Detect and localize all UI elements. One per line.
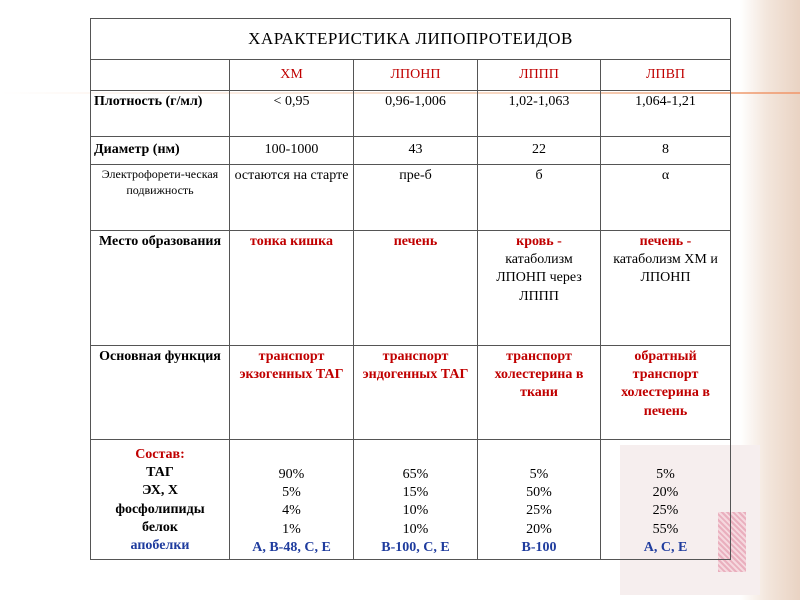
cell-pct: 65% bbox=[402, 467, 429, 482]
cell: транспорт холестерина в ткани bbox=[478, 346, 601, 440]
cell-pct: 20% bbox=[652, 485, 679, 501]
table-row bbox=[91, 137, 731, 165]
cell: 1,064-1,21 bbox=[601, 91, 731, 137]
cell: остаются на старте bbox=[230, 165, 354, 231]
cell bbox=[354, 231, 478, 346]
cell-pct: 5% bbox=[282, 485, 301, 501]
cell-pct: 20% bbox=[526, 521, 552, 537]
header-empty bbox=[91, 60, 230, 91]
cell-apo: B-100 bbox=[521, 539, 557, 555]
cell-apo: B-100, C, E bbox=[381, 539, 450, 555]
composition-label: фосфолипиды bbox=[115, 501, 205, 517]
cell: транспорт экзогенных ТАГ bbox=[230, 346, 354, 440]
cell-pct: 1% bbox=[282, 521, 301, 537]
row-label-function: Основная функция bbox=[91, 346, 230, 440]
row-label-formation: Место образования bbox=[91, 231, 230, 346]
row-label-composition bbox=[91, 440, 230, 560]
composition-label: белок bbox=[142, 519, 178, 535]
cell: 43 bbox=[354, 137, 478, 165]
cell-red: тонка кишка bbox=[250, 234, 333, 249]
cell-black: катаболизм ЛПОНП через ЛППП bbox=[496, 252, 582, 304]
cell-pct: 15% bbox=[402, 485, 429, 501]
cell: 22 bbox=[478, 137, 601, 165]
row-label-mobility: Электрофорети-ческая подвижность bbox=[91, 165, 230, 231]
cell-pct: 90% bbox=[278, 467, 305, 482]
cell: 100-1000 bbox=[230, 137, 354, 165]
col-header-hm: ХМ bbox=[230, 60, 354, 91]
cell: α bbox=[601, 165, 731, 231]
cell: транспорт эндогенных ТАГ bbox=[354, 346, 478, 440]
cell: обратный транспорт холестерина в печень bbox=[601, 346, 731, 440]
cell-pct: 25% bbox=[652, 503, 679, 519]
cell-red: кровь - bbox=[516, 234, 562, 249]
table-row bbox=[91, 165, 731, 231]
row-label-density: Плотность (г/мл) bbox=[91, 91, 230, 137]
cell-apo: A, B-48, C, E bbox=[252, 539, 331, 555]
composition-apo-label: апобелки bbox=[130, 537, 190, 553]
cell-pct: 10% bbox=[402, 521, 429, 537]
cell: 1,02-1,063 bbox=[478, 91, 601, 137]
cell bbox=[230, 231, 354, 346]
cell-black: катаболизм ХМ и ЛПОНП bbox=[613, 252, 718, 286]
cell bbox=[354, 440, 478, 560]
cell bbox=[230, 440, 354, 560]
cell: 8 bbox=[601, 137, 731, 165]
cell: б bbox=[478, 165, 601, 231]
cell bbox=[478, 440, 601, 560]
table-row bbox=[91, 346, 731, 440]
table-row bbox=[91, 91, 731, 137]
cell-pct: 10% bbox=[402, 503, 429, 519]
row-label-diameter: Диаметр (нм) bbox=[91, 137, 230, 165]
col-header-lpvp: ЛПВП bbox=[601, 60, 731, 91]
cell bbox=[478, 231, 601, 346]
col-header-lppp: ЛППП bbox=[478, 60, 601, 91]
cell-pct: 5% bbox=[656, 467, 675, 482]
header-row bbox=[91, 60, 731, 91]
lipoprotein-table bbox=[90, 18, 731, 560]
cell-red: печень bbox=[393, 234, 438, 249]
table-row bbox=[91, 440, 731, 560]
page-title: ХАРАКТЕРИСТИКА ЛИПОПРОТЕИДОВ bbox=[91, 19, 731, 60]
col-header-lponp: ЛПОНП bbox=[354, 60, 478, 91]
composition-label: ТАГ bbox=[146, 465, 174, 481]
cell: < 0,95 bbox=[230, 91, 354, 137]
cell-pct: 50% bbox=[526, 485, 552, 501]
cell-red: печень - bbox=[639, 234, 692, 249]
cell-pct: 5% bbox=[529, 467, 549, 482]
composition-head: Состав: bbox=[135, 447, 185, 462]
cell-pct: 25% bbox=[526, 503, 552, 519]
cell: 0,96-1,006 bbox=[354, 91, 478, 137]
composition-label: ЭХ, Х bbox=[141, 483, 178, 499]
table-row bbox=[91, 231, 731, 346]
cell-pct: 4% bbox=[282, 503, 301, 519]
cell-apo: A, C, E bbox=[643, 539, 688, 555]
cell bbox=[601, 440, 731, 560]
cell: пре-б bbox=[354, 165, 478, 231]
cell bbox=[601, 231, 731, 346]
cell-pct: 55% bbox=[652, 521, 679, 537]
